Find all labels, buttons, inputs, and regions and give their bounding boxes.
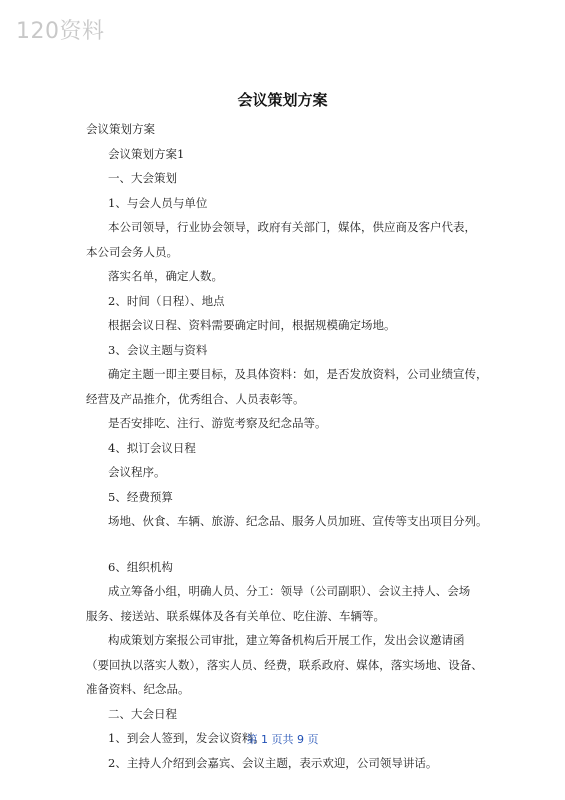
watermark: 120资料	[16, 19, 105, 44]
paragraph-line: 会议程序。	[108, 465, 166, 479]
paragraph-line: 落实名单，确定人数。	[108, 269, 223, 283]
paragraph-line: 4、拟订会议日程	[108, 440, 196, 455]
paragraph-line: 经营及产品推介，优秀组合、人员表彰等。	[86, 391, 305, 406]
paragraph-line: 会议策划方案1	[108, 146, 185, 161]
paragraph-line: 本公司会务人员。	[86, 244, 178, 259]
paragraph-line: 二、大会日程	[108, 706, 177, 721]
paragraph-line: 准备资料、纪念品。	[86, 682, 190, 696]
page-footer: 第 1 页共 9 页	[246, 733, 319, 746]
paragraph-line: 是否安排吃、注行、游览考察及纪念品等。	[108, 416, 327, 430]
paragraph-line: 本公司领导，行业协会领导，政府有关部门，媒体，供应商及客户代表，	[108, 220, 476, 234]
paragraph-spacer	[86, 534, 486, 555]
paragraph-line: 1、到会人签到，发会议资料。	[108, 731, 265, 745]
paragraph-line: 服务、接送站、联系媒体及各有关单位、吃住游、车辆等。	[86, 608, 385, 623]
paragraph-line: 2、时间（日程）、地点	[108, 293, 225, 308]
document-title: 会议策划方案	[237, 91, 328, 109]
paragraph-line: 一、大会策划	[108, 171, 177, 185]
document-body	[86, 117, 486, 775]
paragraph-line: 成立筹备小组，明确人员、分工：领导（公司副职）、会议主持人、会场	[108, 584, 471, 598]
paragraph-line: 根据会议日程、资料需要确定时间，根据规模确定场地。	[108, 318, 396, 332]
paragraph-line: （要回执以落实人数），落实人员、经费，联系政府、媒体，落实场地、设备、	[86, 657, 483, 672]
paragraph-line: 场地、伙食、车辆、旅游、纪念品、服务人员加班、宣传等支出项目分列。	[108, 514, 488, 528]
paragraph-line: 5、经费预算	[108, 489, 173, 504]
paragraph-line: 1、与会人员与单位	[108, 195, 208, 210]
paragraph-line: 3、会议主题与资料	[108, 342, 208, 357]
paragraph-line: 确定主题一即主要目标，及具体资料：如，是否发放资料，公司业绩宣传，	[108, 367, 488, 381]
paragraph-line: 2、主持人介绍到会嘉宾、会议主题，表示欢迎，公司领导讲话。	[108, 755, 438, 770]
paragraph-line: 会议策划方案	[86, 122, 155, 136]
paragraph-line: 6、组织机构	[108, 559, 173, 574]
paragraph-line: 构成策划方案报公司审批，建立筹备机构后开展工作，发出会议邀请函	[108, 633, 465, 647]
